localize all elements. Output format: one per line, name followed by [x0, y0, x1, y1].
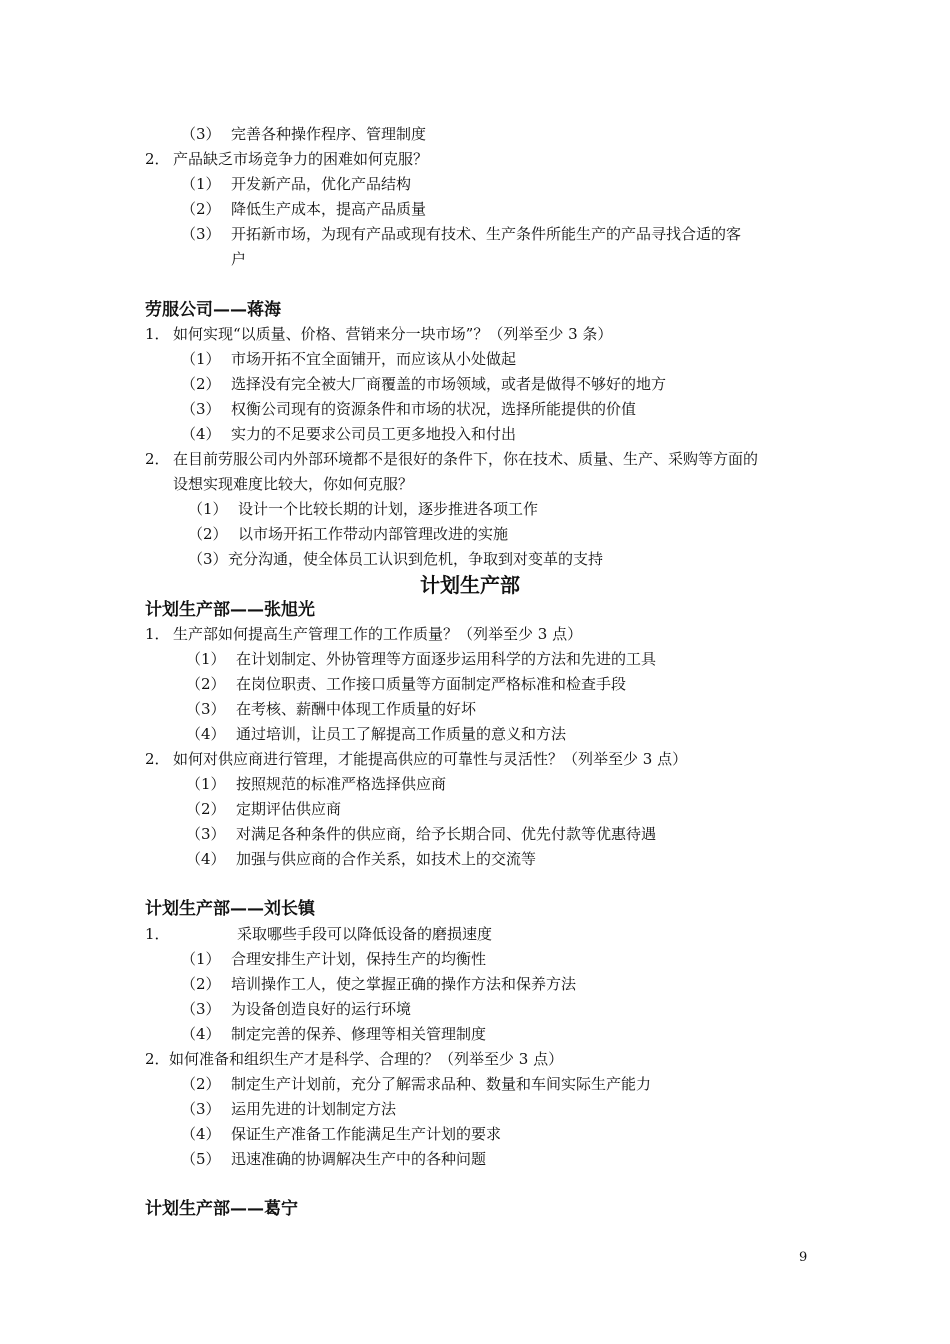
question-text: 产品缺乏市场竞争力的困难如何克服？ [173, 150, 429, 168]
list-item [186, 672, 626, 697]
section-heading-zhang: 计划生产部——张旭光 [145, 600, 315, 620]
item-text-continued: 户 [231, 250, 247, 268]
list-item [181, 1097, 396, 1122]
item-text: 培训操作工人，使之掌握正确的操作方法和保养方法 [231, 975, 577, 993]
item-text: 开发新产品，优化产品结构 [231, 175, 412, 193]
item-marker: （1） [188, 500, 228, 518]
item-marker: （2） [181, 975, 221, 993]
item-marker: （1） [186, 650, 226, 668]
item-marker: （3） [186, 825, 226, 843]
list-item [186, 797, 341, 822]
list-item [181, 947, 486, 972]
item-marker: （3） [181, 225, 221, 243]
item-marker: （2） [181, 375, 221, 393]
question-2 [145, 747, 687, 772]
item-text: 在计划制定、外协管理等方面逐步运用科学的方法和先进的工具 [236, 650, 657, 668]
section-heading-liu: 计划生产部——刘长镇 [145, 899, 315, 919]
question-text: 在目前劳服公司内外部环境都不是很好的条件下，你在技术、质量、生产、采购等方面的 [173, 450, 759, 468]
item-marker: （2） [181, 200, 221, 218]
question-number: 2． [145, 150, 170, 168]
question-1 [145, 922, 492, 947]
item-text: 设计一个比较长期的计划，逐步推进各项工作 [238, 500, 539, 518]
item-text: 在考核、薪酬中体现工作质量的好坏 [236, 700, 477, 718]
item-marker: （1） [181, 350, 221, 368]
item-text: 降低生产成本，提高产品质量 [231, 200, 427, 218]
list-item [181, 347, 516, 372]
list-item [181, 1122, 501, 1147]
item-text: 制定完善的保养、修理等相关管理制度 [231, 1025, 487, 1043]
list-item [181, 197, 426, 222]
item-marker: （2） [186, 675, 226, 693]
list-item [181, 972, 576, 997]
list-item [188, 522, 508, 547]
item-marker: （2） [181, 1075, 221, 1093]
item-text: 权衡公司现有的资源条件和市场的状况，选择所能提供的价值 [231, 400, 637, 418]
item-marker: （3） [181, 400, 221, 418]
item-text: 以市场开拓工作带动内部管理改进的实施 [238, 525, 509, 543]
item-marker: （1） [186, 775, 226, 793]
item-marker: （4） [181, 1125, 221, 1143]
item-marker: （3） [181, 125, 221, 143]
item-marker: （3） [188, 550, 228, 568]
list-item [181, 997, 411, 1022]
question-text: 采取哪些手段可以降低设备的磨损速度 [237, 925, 493, 943]
item-text: 制定生产计划前，充分了解需求品种、数量和车间实际生产能力 [231, 1075, 652, 1093]
question-text: 如何对供应商进行管理，才能提高供应的可靠性与灵活性？（列举至少 3 点） [173, 750, 688, 768]
item-text: 加强与供应商的合作关系，如技术上的交流等 [236, 850, 537, 868]
list-item [181, 372, 666, 397]
list-item [186, 847, 536, 872]
item-text: 对满足各种条件的供应商，给予长期合同、优先付款等优惠待遇 [236, 825, 657, 843]
item-text: 定期评估供应商 [236, 800, 342, 818]
list-item [181, 1072, 651, 1097]
item-marker: （3） [181, 1000, 221, 1018]
list-item [181, 1147, 486, 1172]
list-item [186, 822, 656, 847]
item-text: 合理安排生产计划，保持生产的均衡性 [231, 950, 487, 968]
question-number: 2． [145, 450, 170, 468]
list-item [188, 497, 538, 522]
question-text: 如何准备和组织生产才是科学、合理的？（列举至少 3 点） [169, 1050, 564, 1068]
list-item [186, 722, 566, 747]
list-item [181, 122, 426, 147]
item-text: 为设备创造良好的运行环境 [231, 1000, 412, 1018]
item-text: 完善各种操作程序、管理制度 [231, 125, 427, 143]
question-text-continued: 设想实现难度比较大，你如何克服？ [173, 475, 414, 493]
item-marker: （1） [181, 950, 221, 968]
question-text: 生产部如何提高生产管理工作的工作质量？（列举至少 3 点） [173, 625, 583, 643]
question-number: 1． [145, 325, 170, 343]
question-2 [145, 147, 428, 172]
item-marker: （4） [186, 725, 226, 743]
section-heading-ge: 计划生产部——葛宁 [145, 1199, 298, 1219]
item-text: 开拓新市场，为现有产品或现有技术、生产条件所能生产的产品寻找合适的客 [231, 225, 742, 243]
item-text: 保证生产准备工作能满足生产计划的要求 [231, 1125, 502, 1143]
item-marker: （4） [181, 1025, 221, 1043]
item-marker: （2） [188, 525, 228, 543]
item-text: 在岗位职责、工作接口质量等方面制定严格标准和检查手段 [236, 675, 627, 693]
question-number: 1． [145, 625, 170, 643]
question-number: 2． [145, 750, 170, 768]
list-item [186, 697, 476, 722]
item-text: 市场开拓不宜全面铺开，而应该从小处做起 [231, 350, 517, 368]
item-marker: （4） [181, 425, 221, 443]
item-marker: （5） [181, 1150, 221, 1168]
list-item [181, 172, 411, 197]
page-number: 9 [799, 1250, 808, 1265]
list-item [186, 647, 656, 672]
page-section-title: 计划生产部 [420, 573, 520, 597]
list-item [181, 222, 741, 247]
list-item [186, 772, 446, 797]
question-number: 2． [145, 1050, 170, 1068]
list-item [181, 1022, 486, 1047]
list-item [188, 547, 603, 572]
item-text: 选择没有完全被大厂商覆盖的市场领域，或者是做得不够好的地方 [231, 375, 667, 393]
item-text: 实力的不足要求公司员工更多地投入和付出 [231, 425, 517, 443]
question-2 [145, 447, 758, 472]
question-number: 1． [145, 925, 170, 943]
item-marker: （4） [186, 850, 226, 868]
question-1 [145, 322, 612, 347]
item-marker: （2） [186, 800, 226, 818]
item-text: 通过培训，让员工了解提高工作质量的意义和方法 [236, 725, 567, 743]
item-marker: （3） [181, 1100, 221, 1118]
item-text: 按照规范的标准严格选择供应商 [236, 775, 447, 793]
item-text: 迅速准确的协调解决生产中的各种问题 [231, 1150, 487, 1168]
list-item [181, 397, 636, 422]
question-text: 如何实现“以质量、价格、营销来分一块市场”？（列举至少 3 条） [173, 325, 613, 343]
question-2 [145, 1047, 563, 1072]
item-text: 充分沟通，使全体员工认识到危机，争取到对变革的支持 [228, 550, 604, 568]
item-marker: （3） [186, 700, 226, 718]
question-1 [145, 622, 582, 647]
list-item [181, 422, 516, 447]
item-text: 运用先进的计划制定方法 [231, 1100, 397, 1118]
item-marker: （1） [181, 175, 221, 193]
section-heading-labor: 劳服公司——蒋海 [145, 300, 281, 320]
